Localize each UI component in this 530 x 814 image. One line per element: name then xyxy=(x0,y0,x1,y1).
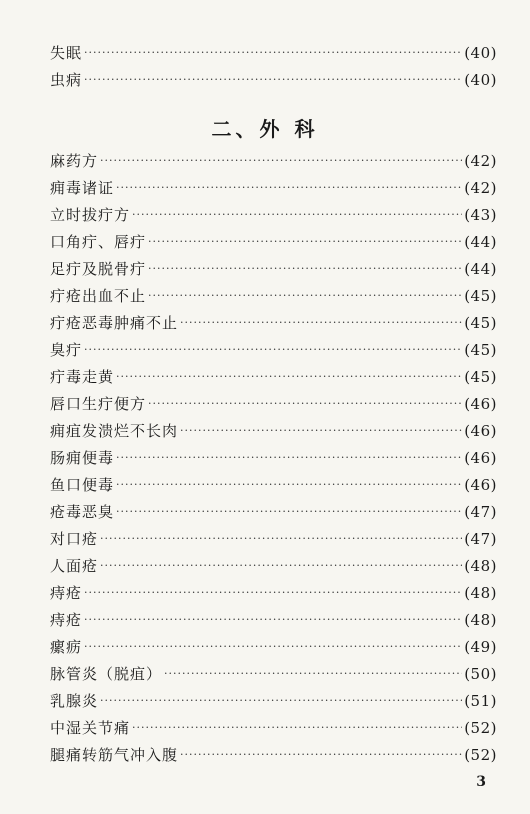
toc-entry xyxy=(50,393,497,415)
toc-entry-page: (52) xyxy=(464,746,497,764)
toc-entry xyxy=(50,555,497,577)
toc-entry xyxy=(50,312,497,334)
toc-entry xyxy=(50,582,497,604)
toc-entry-title: 鱼口便毒 xyxy=(50,476,115,494)
toc-entry xyxy=(50,42,497,64)
toc-entry xyxy=(50,501,497,523)
dot-leader xyxy=(116,447,462,469)
toc-entry xyxy=(50,258,497,280)
toc-entry-page: (46) xyxy=(464,476,497,494)
toc-entry xyxy=(50,474,497,496)
toc-entry-title: 失眠 xyxy=(50,44,83,62)
toc-entry-page: (40) xyxy=(464,44,497,62)
dot-leader xyxy=(84,636,462,658)
dot-leader xyxy=(100,690,462,712)
toc-entry-title: 麻药方 xyxy=(50,152,99,170)
toc-entry-page: (45) xyxy=(464,341,497,359)
dot-leader xyxy=(180,744,462,766)
toc-entry-title: 乳腺炎 xyxy=(50,692,99,710)
toc-entry-title: 虫病 xyxy=(50,71,83,89)
dot-leader xyxy=(132,204,462,226)
toc-entry xyxy=(50,744,497,766)
toc-entry-title: 人面疮 xyxy=(50,557,99,575)
toc-entry-title: 痈毒诸证 xyxy=(50,179,115,197)
toc-entry xyxy=(50,420,497,442)
toc-entry xyxy=(50,177,497,199)
toc-entry xyxy=(50,285,497,307)
toc-entry-page: (42) xyxy=(464,152,497,170)
toc-entry-page: (40) xyxy=(464,71,497,89)
dot-leader xyxy=(84,42,462,64)
toc-entry-page: (43) xyxy=(464,206,497,224)
toc-entry xyxy=(50,366,497,388)
toc-entry-page: (48) xyxy=(464,611,497,629)
toc-entry-page: (45) xyxy=(464,314,497,332)
toc-entry-page: (49) xyxy=(464,638,497,656)
toc-entry-page: (42) xyxy=(464,179,497,197)
toc-entry xyxy=(50,717,497,739)
toc-entry-title: 对口疮 xyxy=(50,530,99,548)
toc-entry-title: 臭疔 xyxy=(50,341,83,359)
page-number: 3 xyxy=(476,774,486,790)
toc-entry-page: (45) xyxy=(464,368,497,386)
toc-entry-title: 痔疮 xyxy=(50,584,83,602)
toc-entry-title: 痈疽发溃烂不长肉 xyxy=(50,422,179,440)
dot-leader xyxy=(100,528,462,550)
dot-leader xyxy=(148,258,462,280)
toc-entry xyxy=(50,447,497,469)
dot-leader xyxy=(132,717,462,739)
toc-entry-page: (50) xyxy=(464,665,497,683)
toc-entry-title: 口角疔、唇疔 xyxy=(50,233,147,251)
toc-entry xyxy=(50,609,497,631)
toc-entry-page: (46) xyxy=(464,449,497,467)
dot-leader xyxy=(116,501,462,523)
toc-entry-page: (47) xyxy=(464,503,497,521)
toc-entry xyxy=(50,636,497,658)
toc-entry-page: (44) xyxy=(464,260,497,278)
toc-entry xyxy=(50,690,497,712)
dot-leader xyxy=(116,366,462,388)
toc-entry-title: 肠痈便毒 xyxy=(50,449,115,467)
dot-leader xyxy=(164,663,462,685)
toc-entry-page: (48) xyxy=(464,557,497,575)
toc-entry-title: 足疔及脱骨疔 xyxy=(50,260,147,278)
toc-entry-page: (44) xyxy=(464,233,497,251)
toc-entry-title: 疔疮恶毒肿痛不止 xyxy=(50,314,179,332)
dot-leader xyxy=(100,150,462,172)
dot-leader xyxy=(148,393,462,415)
toc-entry xyxy=(50,204,497,226)
toc-entry xyxy=(50,231,497,253)
dot-leader xyxy=(148,285,462,307)
toc-entry-title: 痔疮 xyxy=(50,611,83,629)
dot-leader xyxy=(100,555,462,577)
toc-entry-title: 中湿关节痛 xyxy=(50,719,131,737)
dot-leader xyxy=(116,474,462,496)
toc-entry xyxy=(50,69,497,91)
toc-entry-page: (48) xyxy=(464,584,497,602)
toc-entry-title: 疔毒走黄 xyxy=(50,368,115,386)
toc-entry-title: 脉管炎（脱疽） xyxy=(50,665,163,683)
toc-entry xyxy=(50,150,497,172)
toc-entry-page: (47) xyxy=(464,530,497,548)
toc-entry xyxy=(50,663,497,685)
toc-entry-title: 疮毒恶臭 xyxy=(50,503,115,521)
dot-leader xyxy=(148,231,462,253)
toc-entry-page: (46) xyxy=(464,395,497,413)
toc-entry xyxy=(50,339,497,361)
toc-entry-page: (46) xyxy=(464,422,497,440)
dot-leader xyxy=(116,177,462,199)
dot-leader xyxy=(84,582,462,604)
dot-leader xyxy=(84,339,462,361)
dot-leader xyxy=(84,69,462,91)
dot-leader xyxy=(180,312,462,334)
dot-leader xyxy=(180,420,462,442)
section-heading: 二、外 科 xyxy=(211,117,319,141)
dot-leader xyxy=(84,609,462,631)
toc-entry-page: (45) xyxy=(464,287,497,305)
toc-entry-title: 唇口生疔便方 xyxy=(50,395,147,413)
toc-entry-title: 瘰疬 xyxy=(50,638,83,656)
toc-entry-title: 腿痛转筋气冲入腹 xyxy=(50,746,179,764)
toc-entry-title: 疔疮出血不止 xyxy=(50,287,147,305)
toc-entry xyxy=(50,528,497,550)
toc-entry-page: (52) xyxy=(464,719,497,737)
toc-entry-title: 立时拔疔方 xyxy=(50,206,131,224)
toc-entry-page: (51) xyxy=(464,692,497,710)
